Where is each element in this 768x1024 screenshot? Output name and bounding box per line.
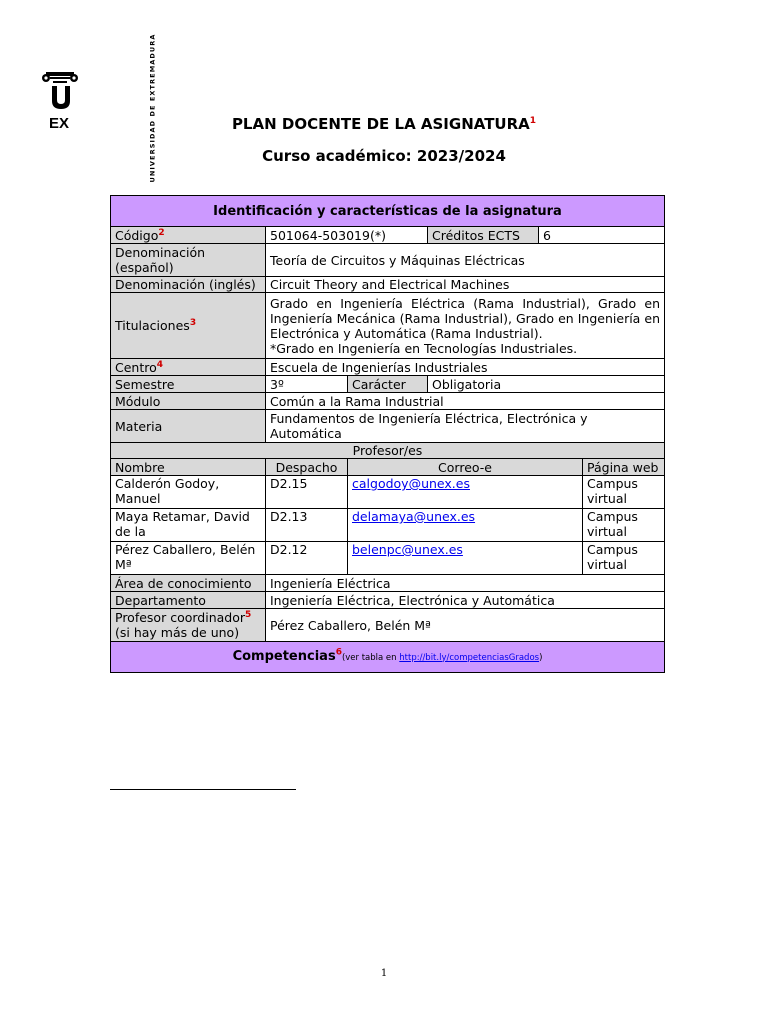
- value-creditos: 6: [539, 227, 665, 244]
- label-denominacion-es: Denominación (español): [111, 244, 266, 277]
- profesor-web: Campus virtual: [583, 542, 665, 575]
- value-coordinador: Pérez Caballero, Belén Mª: [266, 609, 665, 642]
- value-departamento: Ingeniería Eléctrica, Electrónica y Automática: [266, 592, 665, 609]
- row-titulaciones: [111, 293, 665, 359]
- document-title: PLAN DOCENTE DE LA ASIGNATURA$^1$: [231, 115, 537, 133]
- col-correo: Correo-e: [348, 459, 583, 476]
- profesor-nombre: Pérez Caballero, Belén Mª: [111, 542, 266, 575]
- row-modulo: [111, 393, 665, 410]
- profesor-nombre: Calderón Godoy, Manuel: [111, 476, 266, 509]
- table-row: [111, 542, 665, 575]
- row-denominacion-en: [111, 277, 665, 293]
- competencias-link[interactable]: http://bit.ly/competenciasGrados: [399, 652, 540, 663]
- email-link[interactable]: belenpc@unex.es: [352, 542, 463, 557]
- value-materia: Fundamentos de Ingeniería Eléctrica, Electrónica y Automática: [266, 410, 665, 443]
- profesor-web: Campus virtual: [583, 509, 665, 542]
- col-nombre: Nombre: [111, 459, 266, 476]
- row-profesores-columns: [111, 459, 665, 476]
- row-area: [111, 575, 665, 592]
- section-header: Identificación y características de la asignatura: [111, 196, 665, 227]
- value-modulo: Común a la Rama Industrial: [266, 393, 665, 410]
- email-link[interactable]: delamaya@unex.es: [352, 509, 476, 524]
- profesor-despacho: D2.15: [266, 476, 348, 509]
- value-centro: Escuela de Ingenierías Industriales: [266, 359, 665, 376]
- titulaciones-list: Grado en Ingeniería Eléctrica (Rama Industrial), Grado en Ingeniería Mecánica (Rama Industrial), Grado en Ingeniería en Electrónica y Automática (Rama Industrial).: [270, 295, 660, 341]
- page-number: 1: [380, 968, 388, 979]
- label-codigo: Código$^2$: [111, 227, 266, 244]
- logo-letters: EX: [49, 115, 70, 132]
- label-titulaciones: Titulaciones$^3$: [111, 293, 266, 359]
- label-denominacion-en: Denominación (inglés): [111, 277, 266, 293]
- profesor-web: Campus virtual: [583, 476, 665, 509]
- label-modulo: Módulo: [111, 393, 266, 410]
- row-denominacion-es: [111, 244, 665, 277]
- table-row: [111, 509, 665, 542]
- label-materia: Materia: [111, 410, 266, 443]
- email-link[interactable]: calgodoy@unex.es: [352, 476, 470, 491]
- competencias-header: Competencias$^6$(ver tabla en http://bit.ly/competenciasGrados): [111, 642, 665, 673]
- value-codigo: 501064-503019(*): [266, 227, 428, 244]
- profesor-correo-cell: [348, 509, 583, 542]
- profesor-nombre: Maya Retamar, David de la: [111, 509, 266, 542]
- value-denominacion-en: Circuit Theory and Electrical Machines: [266, 277, 665, 293]
- label-coordinador: Profesor coordinador$^5$ (si hay más de uno): [111, 609, 266, 642]
- label-departamento: Departamento: [111, 592, 266, 609]
- value-titulaciones: [266, 293, 665, 359]
- row-codigo: [111, 227, 665, 244]
- titulaciones-note: *Grado en Ingeniería en Tecnologías Industriales.: [270, 340, 578, 356]
- value-area: Ingeniería Eléctrica: [266, 575, 665, 592]
- label-area: Área de conocimiento: [111, 575, 266, 592]
- value-denominacion-es: Teoría de Circuitos y Máquinas Eléctricas: [266, 244, 665, 277]
- value-caracter: Obligatoria: [428, 376, 665, 393]
- profesor-correo-cell: [348, 476, 583, 509]
- row-materia: [111, 410, 665, 443]
- col-pagina-web: Página web: [583, 459, 665, 476]
- label-centro: Centro$^4$: [111, 359, 266, 376]
- subject-info-table: [110, 195, 665, 673]
- university-vertical-name: UNIVERSIDAD DE EXTREMADURA: [148, 33, 157, 183]
- profesor-despacho: D2.12: [266, 542, 348, 575]
- profesor-despacho: D2.13: [266, 509, 348, 542]
- academic-year: Curso académico: 2023/2024: [262, 147, 506, 165]
- row-semestre: [111, 376, 665, 393]
- row-competencias: [111, 642, 665, 673]
- col-despacho: Despacho: [266, 459, 348, 476]
- profesor-correo-cell: [348, 542, 583, 575]
- row-coordinador: [111, 609, 665, 642]
- row-departamento: [111, 592, 665, 609]
- label-semestre: Semestre: [111, 376, 266, 393]
- table-row: [111, 476, 665, 509]
- profesores-header: Profesor/es: [111, 443, 665, 459]
- footnote-separator: [110, 789, 296, 790]
- value-semestre: 3º: [266, 376, 348, 393]
- row-centro: [111, 359, 665, 376]
- row-profesores-header: [111, 443, 665, 459]
- label-caracter: Carácter: [348, 376, 428, 393]
- label-creditos: Créditos ECTS: [428, 227, 539, 244]
- section-header-row: [111, 196, 665, 227]
